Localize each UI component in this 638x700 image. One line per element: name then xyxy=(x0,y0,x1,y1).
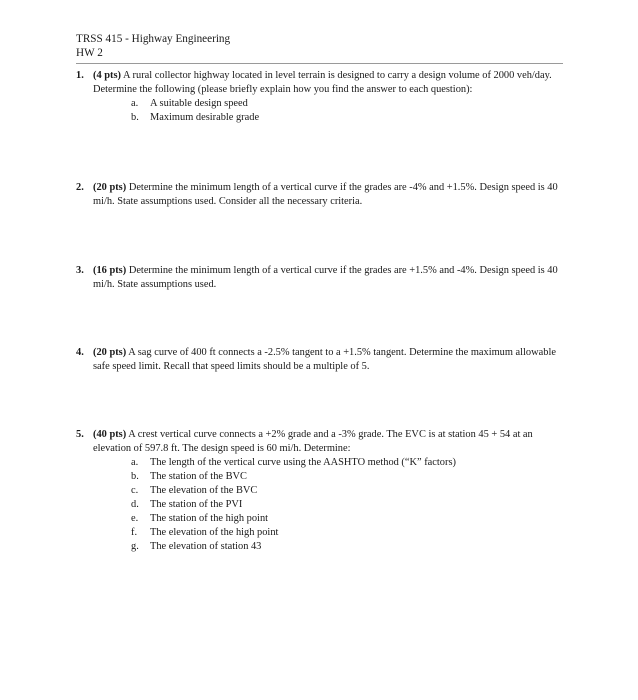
question-number: 2. xyxy=(76,182,84,193)
question-text: A rural collector highway located in level terrain is designed to carry a design volume of 2000 veh/day. Determine the following (please briefly explain how you find the answer to each question): xyxy=(93,70,552,95)
question-points: (40 pts) xyxy=(93,429,127,440)
sub-question xyxy=(131,97,566,111)
sub-question-letter: c. xyxy=(131,485,139,496)
sub-question-letter: b. xyxy=(131,471,139,482)
sub-question-text: The elevation of the BVC xyxy=(150,485,258,496)
question-5 xyxy=(76,428,566,554)
course-title: TRSS 415 - Highway Engineering xyxy=(76,33,231,45)
question-text: A crest vertical curve connects a +2% grade and a -3% grade. The EVC is at station 45 + 54 at an elevation of 597.8 ft. The design speed is 60 mi/h. Determine: xyxy=(93,429,533,454)
sub-question-text: The length of the vertical curve using the AASHTO method (“K” factors) xyxy=(150,457,456,468)
sub-question-text: The elevation of station 43 xyxy=(150,541,262,552)
question-points: (4 pts) xyxy=(93,70,121,81)
sub-question-text: The station of the high point xyxy=(150,513,269,524)
sub-question xyxy=(131,498,566,512)
sub-question xyxy=(131,470,566,484)
sub-question-letter: f. xyxy=(131,527,138,538)
question-text: Determine the minimum length of a vertical curve if the grades are -4% and +1.5%. Design speed is 40 mi/h. State assumptions used. Consider all the necessary criteria. xyxy=(93,182,558,207)
homework-label: HW 2 xyxy=(76,47,103,59)
document-header xyxy=(76,32,230,60)
sub-question-list xyxy=(131,97,566,125)
sub-question-letter: d. xyxy=(131,499,139,510)
sub-question-text: The station of the BVC xyxy=(150,471,247,482)
sub-question xyxy=(131,456,566,470)
sub-question-letter: e. xyxy=(131,513,139,524)
sub-question xyxy=(131,512,566,526)
question-text: A sag curve of 400 ft connects a -2.5% tangent to a +1.5% tangent. Determine the maximum allowable safe speed limit. Recall that speed limits should be a multiple of 5. xyxy=(93,347,556,372)
sub-question-letter: a. xyxy=(131,457,139,468)
sub-question-text: The station of the PVI xyxy=(150,499,243,510)
question-number: 4. xyxy=(76,347,84,358)
question-points: (16 pts) xyxy=(93,265,127,276)
sub-question xyxy=(131,484,566,498)
sub-question xyxy=(131,540,566,554)
sub-question-text: The elevation of the high point xyxy=(150,527,279,538)
question-points: (20 pts) xyxy=(93,347,127,358)
question-1 xyxy=(76,69,566,125)
sub-question-letter: a. xyxy=(131,98,139,109)
question-2 xyxy=(76,181,566,209)
question-number: 5. xyxy=(76,429,84,440)
sub-question xyxy=(131,526,566,540)
sub-question-text: A suitable design speed xyxy=(150,98,248,109)
question-4 xyxy=(76,346,566,374)
question-3 xyxy=(76,264,566,292)
question-points: (20 pts) xyxy=(93,182,127,193)
header-divider xyxy=(76,63,563,64)
question-number: 1. xyxy=(76,70,84,81)
sub-question-letter: g. xyxy=(131,541,139,552)
sub-question-text: Maximum desirable grade xyxy=(150,112,260,123)
question-text: Determine the minimum length of a vertical curve if the grades are +1.5% and -4%. Design speed is 40 mi/h. State assumptions used. xyxy=(93,265,558,290)
sub-question-list xyxy=(131,456,566,554)
sub-question-letter: b. xyxy=(131,112,139,123)
question-number: 3. xyxy=(76,265,84,276)
sub-question xyxy=(131,111,566,125)
